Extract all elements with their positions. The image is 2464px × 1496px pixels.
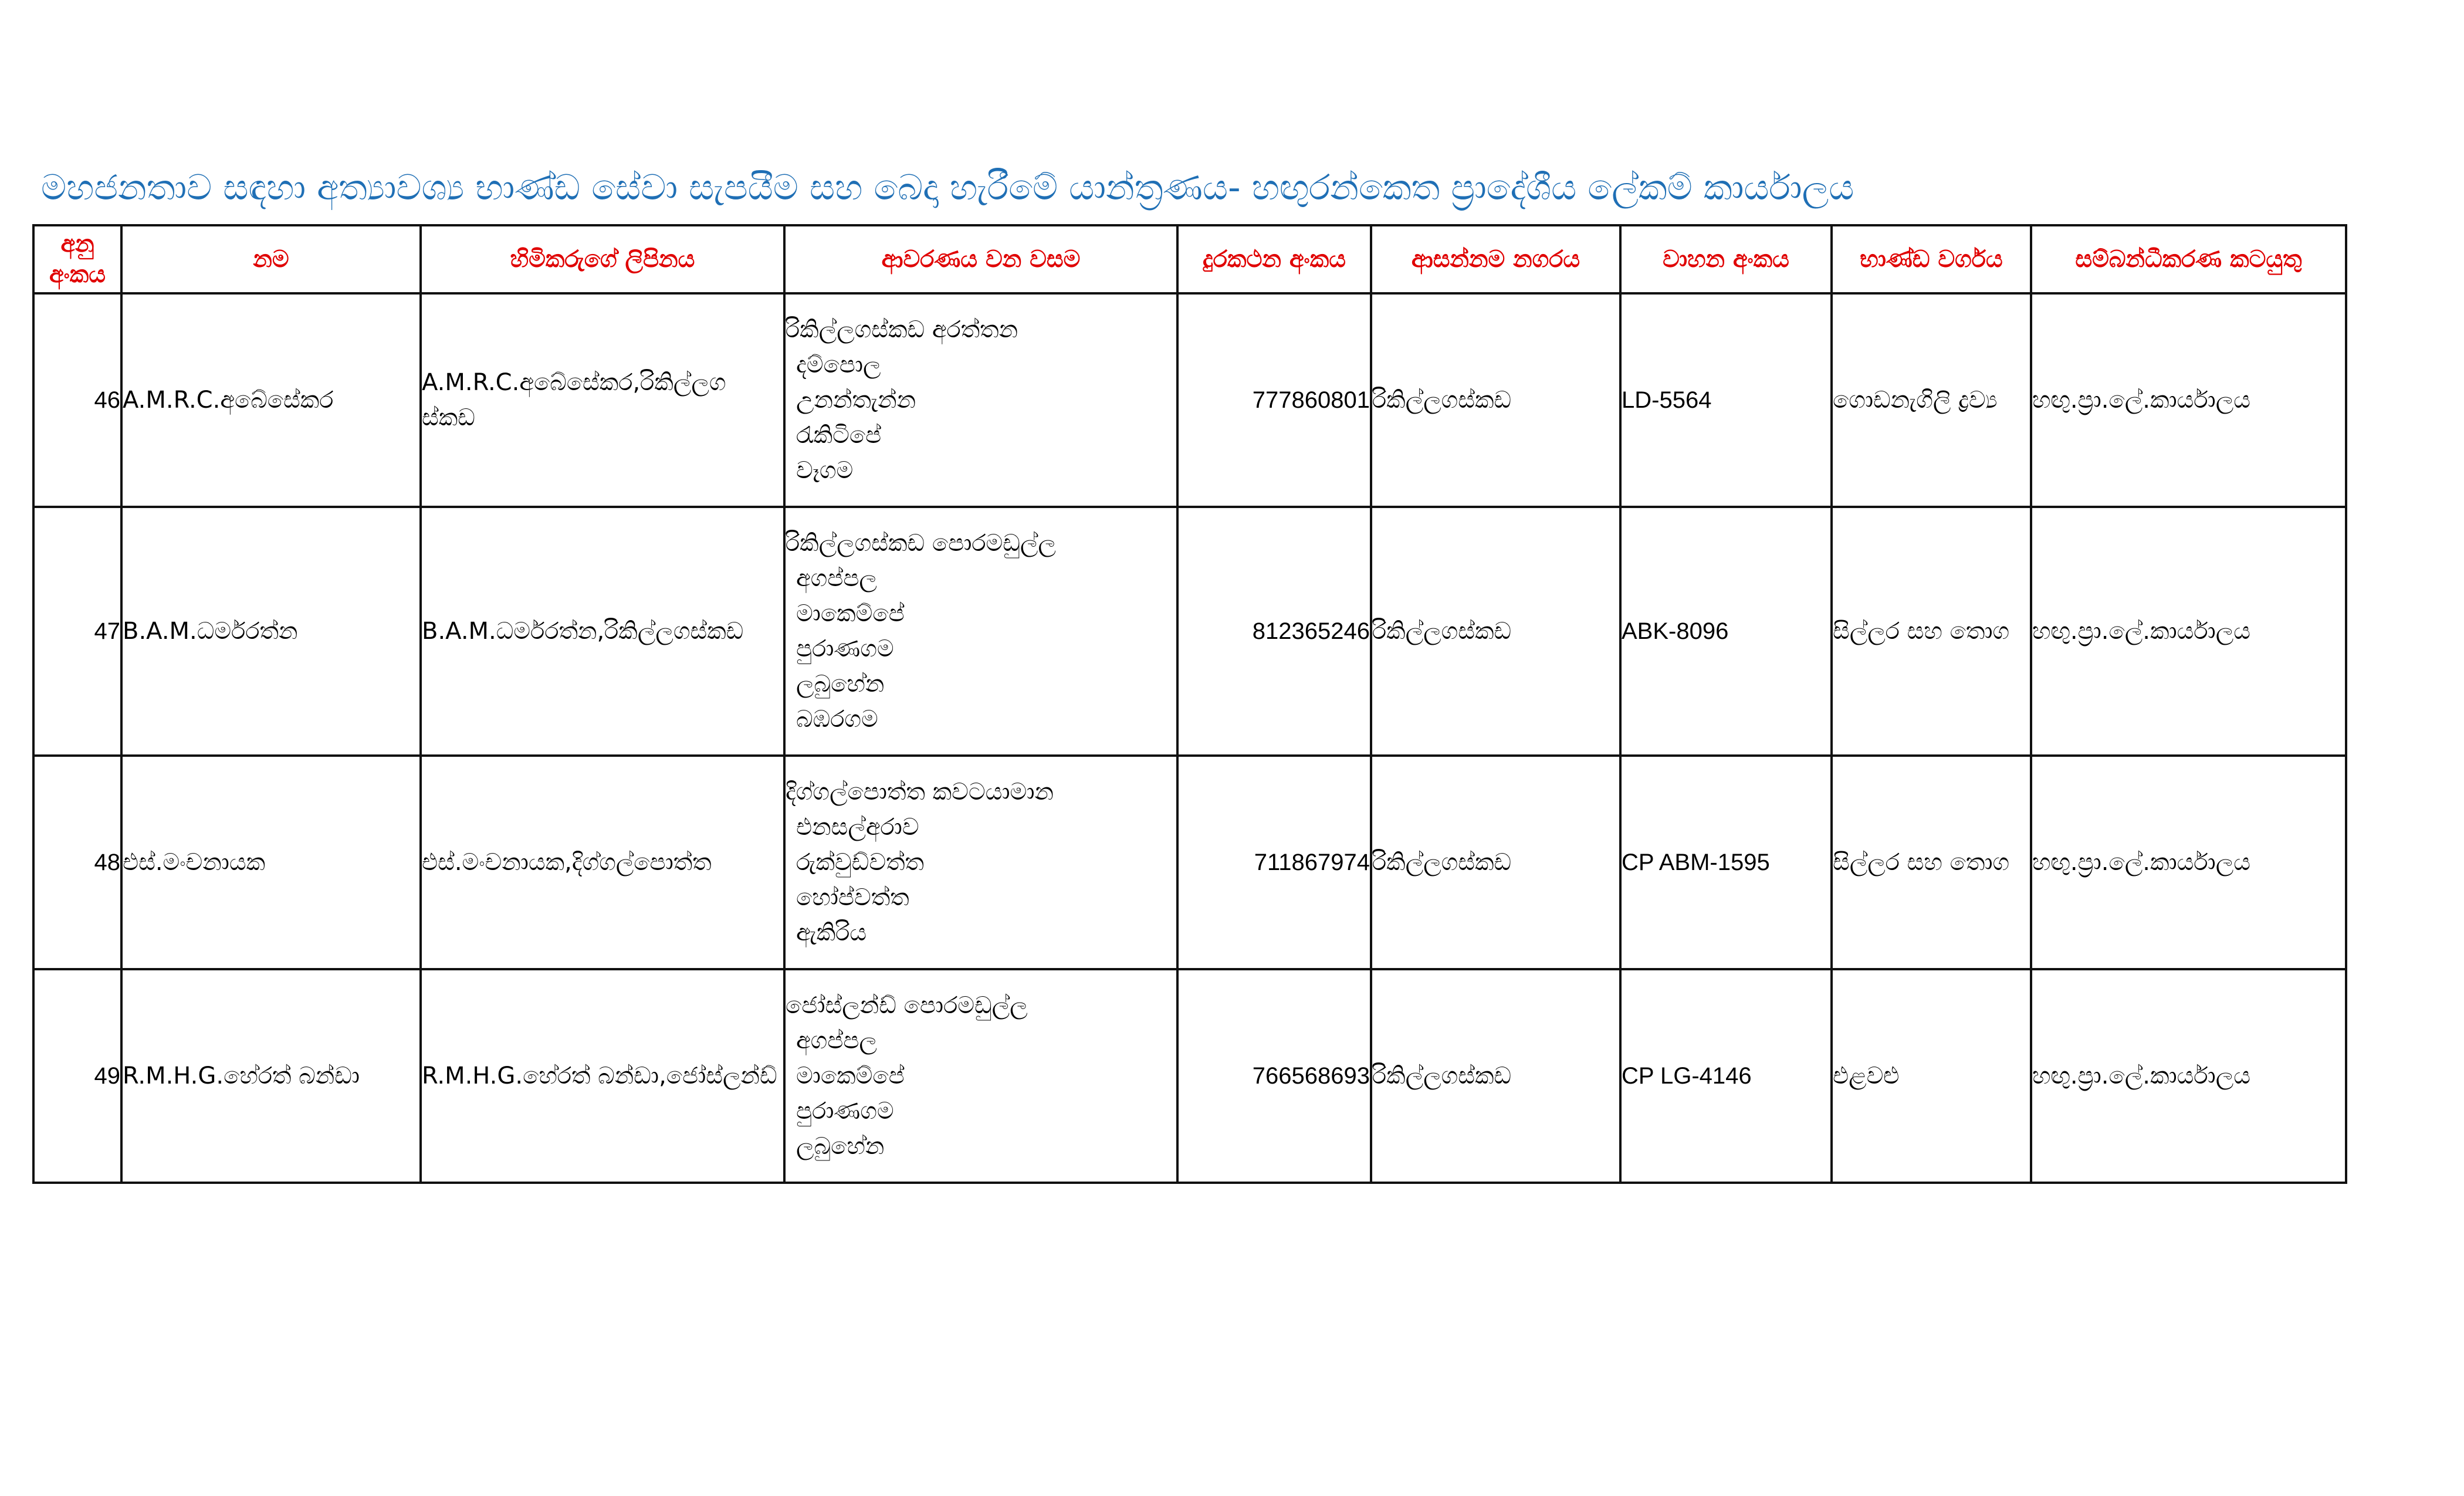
cell-goods-type: සිල්ලර සහ තොග xyxy=(1832,756,2031,969)
cell-nearest-town: රිකිල්ලගස්කඩ xyxy=(1371,507,1620,756)
area-line: ජෝස්ලන්ඩ් පොරමඩුල්ල xyxy=(786,992,1028,1019)
header-phone: දුරකථන අංකය xyxy=(1177,225,1371,293)
area-line: ලබුහේන xyxy=(796,671,885,698)
cell-coordination: හඟු.ප්‍රා.ලේ.කාර්යාලය xyxy=(2031,969,2346,1183)
area-line: පුරාණගම xyxy=(796,635,894,662)
cell-name: R.M.H.G.හේරත් බන්ඩා xyxy=(121,969,421,1183)
table-row xyxy=(33,969,2346,1183)
area-line: උනන්තැන්න xyxy=(796,387,916,414)
header-name: නම xyxy=(121,225,421,293)
area-line: හෝප්වත්ත xyxy=(796,884,909,911)
area-line: වෑගම xyxy=(796,457,854,484)
area-line: පුරාණගම xyxy=(796,1098,894,1125)
area-line: රැකිටිපේ xyxy=(796,422,882,449)
header-nearest-town: ආසන්නම නගරය xyxy=(1371,225,1620,293)
cell-name: B.A.M.ධර්මරත්න xyxy=(121,507,421,756)
cell-covered-area xyxy=(784,969,1177,1183)
area-line: ඇකිරිය xyxy=(796,919,867,946)
cell-serial-no: 47 xyxy=(33,507,121,756)
cell-coordination: හඟු.ප්‍රා.ලේ.කාර්යාලය xyxy=(2031,293,2346,507)
area-line: එනසල්අරාව xyxy=(796,814,919,841)
cell-vehicle-no: LD-5564 xyxy=(1620,293,1832,507)
cell-covered-area xyxy=(784,756,1177,969)
cell-goods-type: සිල්ලර සහ තොග xyxy=(1832,507,2031,756)
area-line: මාකෙම්පේ xyxy=(796,600,905,627)
cell-nearest-town: රිකිල්ලගස්කඩ xyxy=(1371,969,1620,1183)
header-vehicle-no: වාහන අංකය xyxy=(1620,225,1832,293)
area-line: දිග්ගල්පොත්ත කවටයාමාන xyxy=(786,779,1054,805)
area-line: රුක්වුඩ්වත්ත xyxy=(796,849,925,876)
header-goods-type: භාණ්ඩ වර්ගය xyxy=(1832,225,2031,293)
table-row xyxy=(33,507,2346,756)
area-line: රිකිල්ලගස්කඩ පොරමඩුල්ල xyxy=(786,530,1056,557)
cell-phone: 766568693 xyxy=(1177,969,1371,1183)
cell-owner-address: B.A.M.ධර්මරත්න,රිකිල්ලගස්කඩ xyxy=(421,507,784,756)
cell-goods-type: එළවළු xyxy=(1832,969,2031,1183)
area-line: බඹරගම xyxy=(796,706,878,733)
cell-serial-no: 46 xyxy=(33,293,121,507)
cell-owner-address: R.M.H.G.හේරත් බන්ඩා,ජෝස්ලන්ඩ් xyxy=(421,969,784,1183)
area-line: රිකිල්ලගස්කඩ අරත්තන xyxy=(786,316,1018,343)
cell-vehicle-no: CP LG-4146 xyxy=(1620,969,1832,1183)
cell-phone: 812365246 xyxy=(1177,507,1371,756)
header-owner-address: හිමිකරුගේ ලිපිනය xyxy=(421,225,784,293)
cell-nearest-town: රිකිල්ලගස්කඩ xyxy=(1371,293,1620,507)
page-title: මහජනතාව සඳහා අත්‍යාවශ්‍ය භාණ්ඩ සේවා සැපයීම සහ බෙදා හැරීමේ යාන්ත්‍රණය- හඟුරන්කෙත ප්‍රාදේශීය ලේකම් කාර්යාලය xyxy=(41,167,1854,208)
cell-phone: 777860801 xyxy=(1177,293,1371,507)
table-row xyxy=(33,756,2346,969)
cell-name: එස්.මංචනායක xyxy=(121,756,421,969)
table-header-row xyxy=(33,225,2346,293)
cell-vehicle-no: CP ABM-1595 xyxy=(1620,756,1832,969)
cell-owner-address: A.M.R.C.අබේසේකර,රිකිල්ලග ස්කඩ xyxy=(421,293,784,507)
supplier-table xyxy=(32,224,2347,1184)
table-row xyxy=(33,293,2346,507)
area-line: මාකෙම්පේ xyxy=(796,1062,905,1089)
cell-phone: 711867974 xyxy=(1177,756,1371,969)
header-serial-no: අනු අංකය xyxy=(33,225,121,293)
cell-vehicle-no: ABK-8096 xyxy=(1620,507,1832,756)
cell-name: A.M.R.C.අබේසේකර xyxy=(121,293,421,507)
cell-owner-address: එස්.මංචනායක,දිග්ගල්පොත්ත xyxy=(421,756,784,969)
cell-coordination: හඟු.ප්‍රා.ලේ.කාර්යාලය xyxy=(2031,756,2346,969)
area-line: අගප්පල xyxy=(796,565,877,592)
area-line: ලබුහේන xyxy=(796,1133,885,1160)
cell-covered-area xyxy=(784,293,1177,507)
area-line: අගප්පල xyxy=(796,1027,877,1054)
cell-serial-no: 49 xyxy=(33,969,121,1183)
cell-nearest-town: රිකිල්ලගස්කඩ xyxy=(1371,756,1620,969)
area-line: දම්පොල xyxy=(796,351,881,378)
cell-serial-no: 48 xyxy=(33,756,121,969)
cell-coordination: හඟු.ප්‍රා.ලේ.කාර්යාලය xyxy=(2031,507,2346,756)
cell-covered-area xyxy=(784,507,1177,756)
header-covered-area: ආවරණය වන වසම xyxy=(784,225,1177,293)
header-coordination: සම්බන්ධීකරණ කටයුතු xyxy=(2031,225,2346,293)
cell-goods-type: ගොඩනැගිලි ද්‍රව්‍ය xyxy=(1832,293,2031,507)
